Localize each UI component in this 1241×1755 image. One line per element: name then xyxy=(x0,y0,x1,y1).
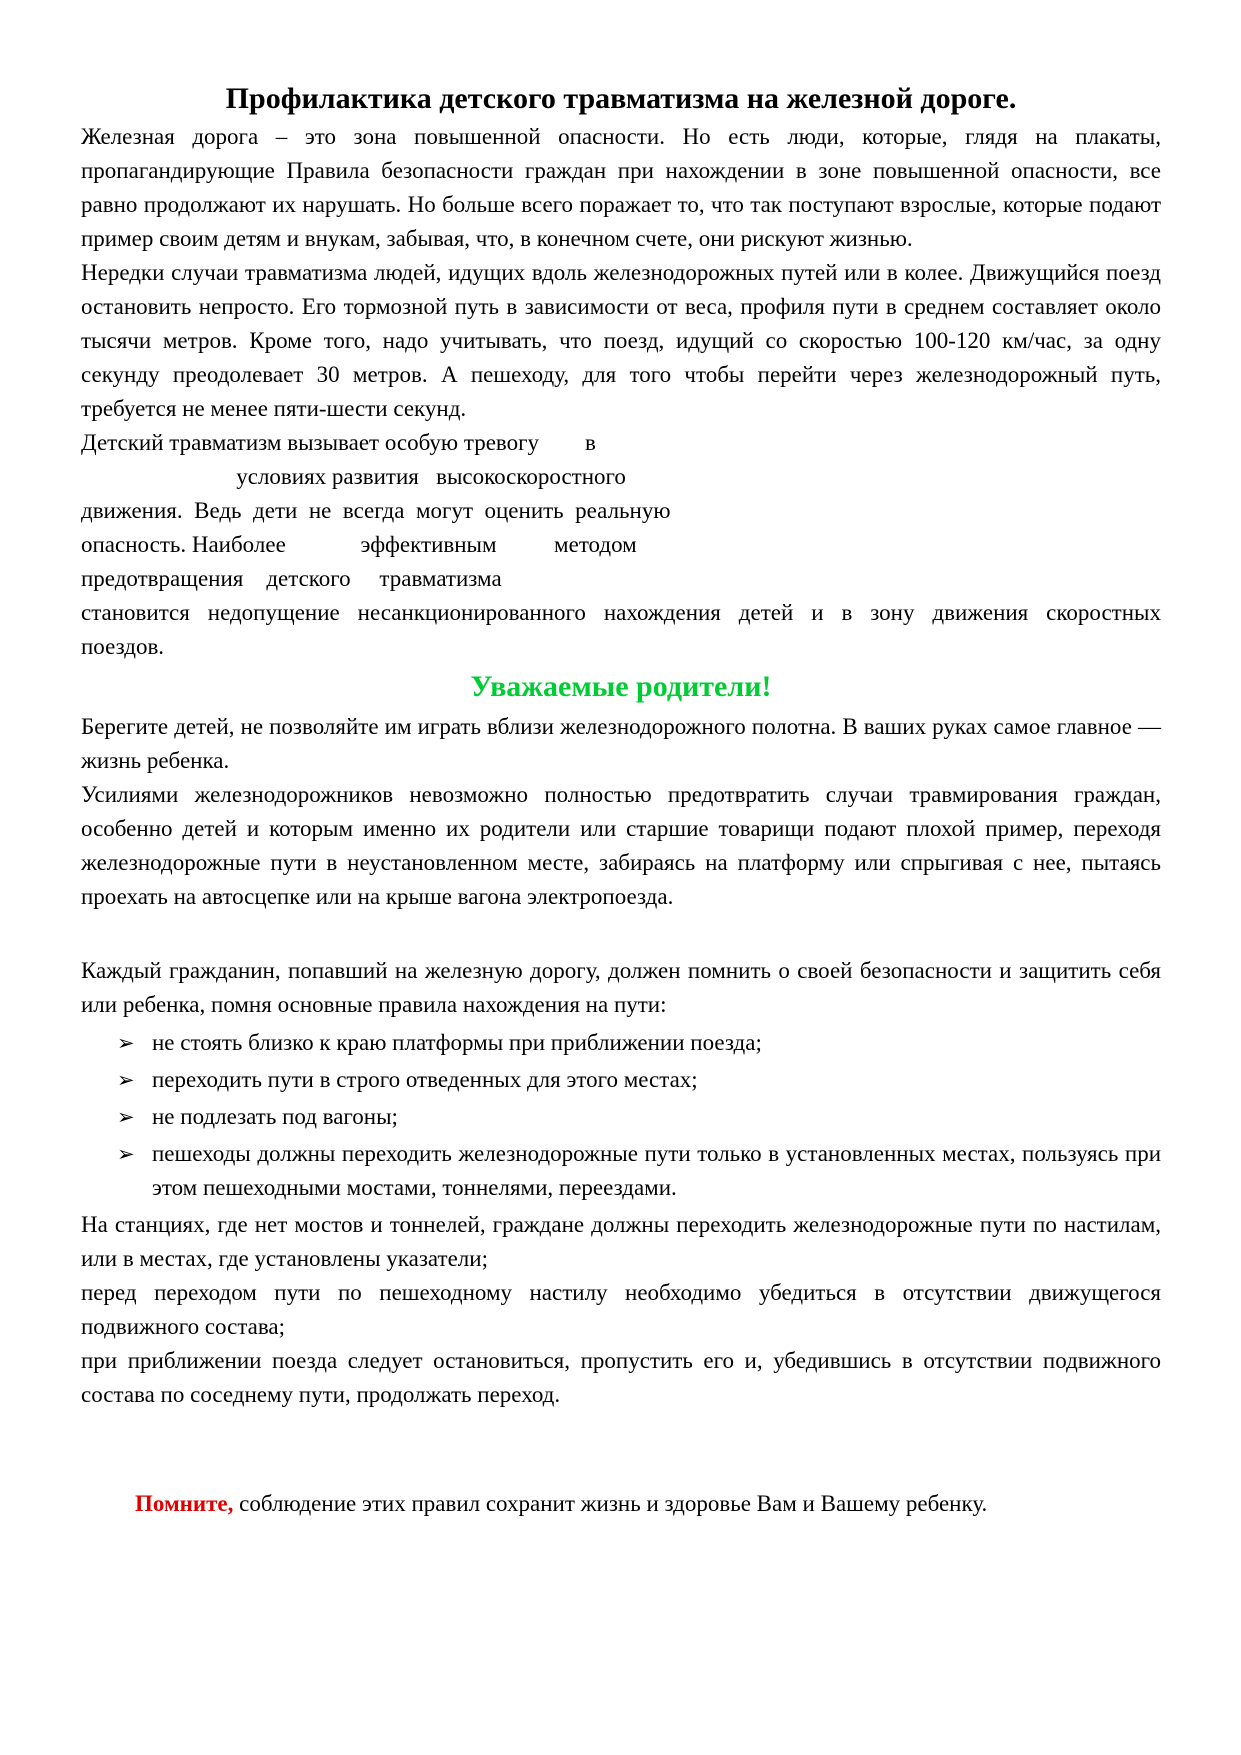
list-item xyxy=(81,1100,1161,1134)
paragraph-stations: На станциях, где нет мостов и тоннелей, граждане должны переходить железнодорожные пути по настилам, или в местах, где установлены указатели; xyxy=(81,1212,1161,1271)
list-item xyxy=(81,1026,1161,1060)
arrow-bullet-icon: ➢ xyxy=(117,1142,135,1166)
wrapped-line: Детский травматизм вызывает особую тревогу в xyxy=(81,430,596,455)
paragraph-danger-zone: Железная дорога – это зона повышенной опасности. Но есть люди, которые, глядя на плакаты, пропагандирующие Правила безопасности граждан при нахождении в зоне повышенной опасности, все равно продолжают их нарушать. Но больше всего поражает то, что так поступают взрослые, которые подают пример своим детям и внукам, забывая, что, в конечном счете, они рискуют жизнью. xyxy=(81,124,1161,251)
wrapped-line: становится недопущение несанкционированного нахождения детей и в зону движения скоростных xyxy=(81,600,1161,625)
paragraph-child-injury-wrapped xyxy=(81,426,1161,664)
parents-heading: Уважаемые родители! xyxy=(470,670,772,703)
wrapped-line: предотвращения детского травматизма xyxy=(81,566,502,591)
reminder-label: Помните, xyxy=(135,1491,234,1516)
paragraph-before-crossing: перед переходом пути по пешеходному настилу необходимо убедиться в отсутствии движущегося подвижного состава; xyxy=(81,1280,1161,1339)
list-item-text: не подлезать под вагоны; xyxy=(152,1104,398,1129)
list-item-text: переходить пути в строго отведенных для этого местах; xyxy=(152,1067,698,1092)
safety-rules-list xyxy=(81,1026,1161,1205)
wrapped-line: движения. Ведь дети не всегда могут оценить реальную xyxy=(81,498,671,523)
page-title: Профилактика детского травматизма на железной дороге. xyxy=(225,82,1017,115)
arrow-bullet-icon: ➢ xyxy=(117,1068,135,1092)
paragraph-approaching-train: при приближении поезда следует остановиться, пропустить его и, убедившись в отсутствии подвижного состава по соседнему пути, продолжать переход. xyxy=(81,1348,1161,1407)
list-item xyxy=(81,1063,1161,1097)
arrow-bullet-icon: ➢ xyxy=(117,1031,135,1055)
paragraph-railway-workers: Усилиями железнодорожников невозможно полностью предотвратить случаи травмирования граждан, особенно детей и которым именно их родители или старшие товарищи подают плохой пример, переходя железнодорожные пути в неустановленном месте, забираясь на платформу или спрыгивая с нее, пытаясь проехать на автосцепке или на крыше вагона электропоезда. xyxy=(81,782,1161,909)
wrapped-line: опасность. Наиболее эффективным методом xyxy=(81,532,637,557)
paragraph-braking-distance: Нередки случаи травматизма людей, идущих вдоль железнодорожных путей или в колее. Движущийся поезд остановить непросто. Его тормозной путь в зависимости от веса, профиля пути в среднем составляет около тысячи метров. Кроме того, надо учитывать, что поезд, идущий со скоростью 100-120 км/час, за одну секунду преодолевает 30 метров. А пешеходу, для того чтобы перейти через железнодорожный путь, требуется не менее пяти-шести секунд. xyxy=(81,260,1161,421)
list-item-text: не стоять близко к краю платформы при приближении поезда; xyxy=(152,1030,762,1055)
list-item xyxy=(81,1137,1161,1205)
paragraph-rules-intro: Каждый гражданин, попавший на железную дорогу, должен помнить о своей безопасности и защитить себя или ребенка, помня основные правила нахождения на пути: xyxy=(81,958,1161,1017)
list-item-text: пешеходы должны переходить железнодорожные пути только в установленных местах, пользуясь при этом пешеходными мостами, тоннелями, переездами. xyxy=(152,1141,1161,1200)
wrapped-line: поездов. xyxy=(81,634,165,659)
paragraph-protect-children: Берегите детей, не позволяйте им играть вблизи железнодорожного полотна. В ваших руках самое главное — жизнь ребенка. xyxy=(81,714,1161,773)
arrow-bullet-icon: ➢ xyxy=(117,1105,135,1129)
wrapped-line: условиях развития высокоскоростного xyxy=(81,464,626,489)
reminder-text: соблюдение этих правил сохранит жизнь и здоровье Вам и Вашему ребенку. xyxy=(233,1491,988,1516)
reminder-line xyxy=(81,1487,1161,1521)
